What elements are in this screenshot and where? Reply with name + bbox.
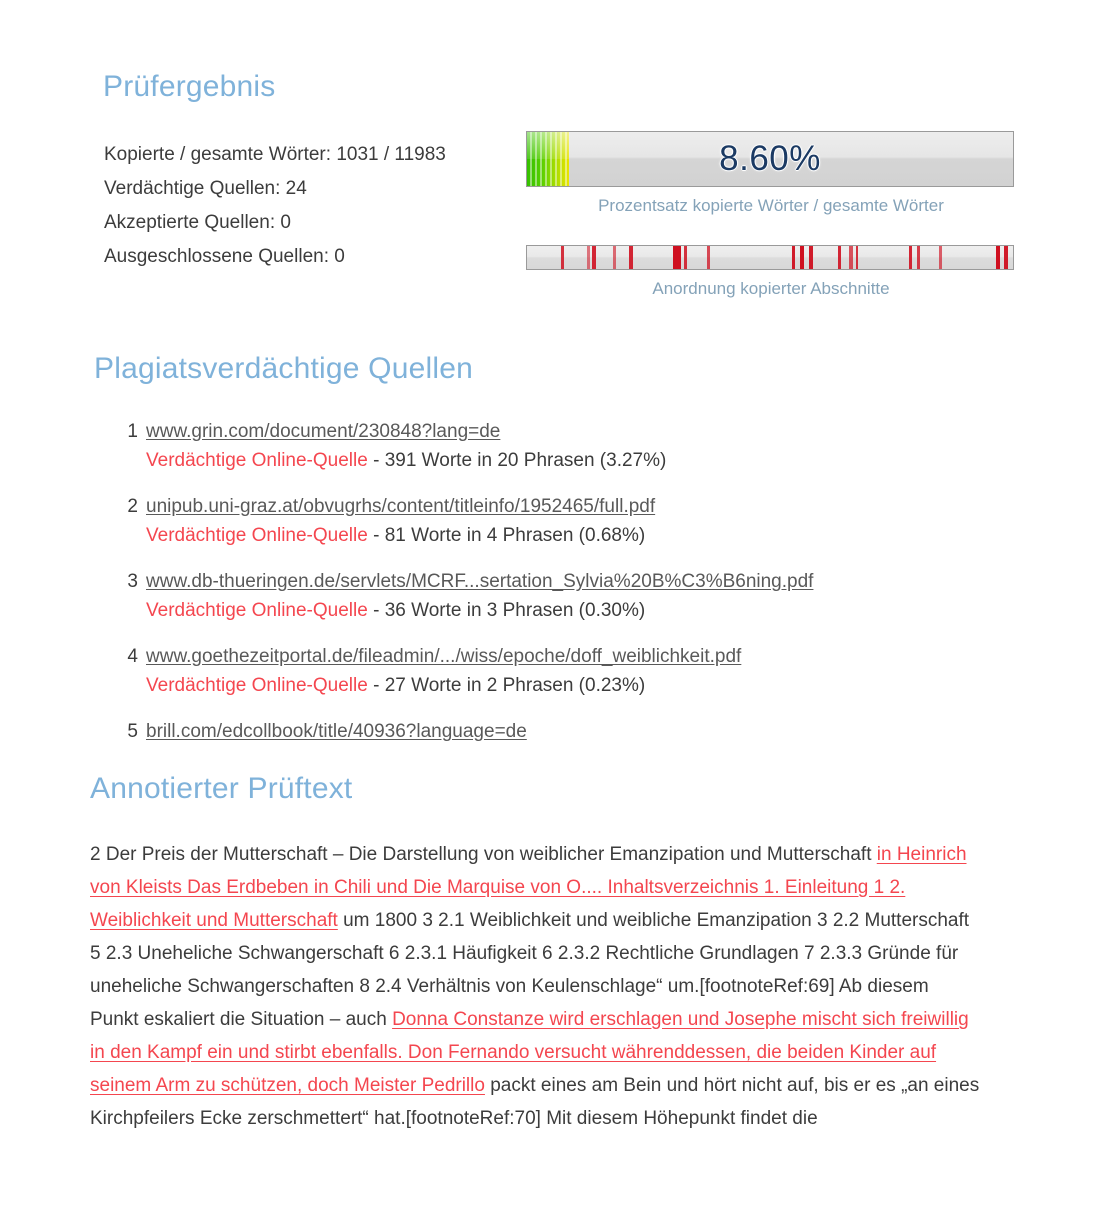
page-title: Prüfergebnis: [103, 70, 276, 103]
source-entry: [118, 643, 998, 701]
stat-accepted-sources: Akzeptierte Quellen: 0: [104, 212, 291, 233]
copied-section-mark: [909, 246, 912, 269]
source-url-link[interactable]: unipub.uni-graz.at/obvugrhs/content/titleinfo/1952465/full.pdf: [146, 496, 656, 517]
percentage-gauge-block: [526, 131, 1016, 216]
source-kind-label: Verdächtige Online-Quelle: [146, 675, 368, 696]
plain-text-segment: 2 Der Preis der Mutterschaft – Die Darstellung von weiblicher Emanzipation und Mutterschaft: [90, 844, 877, 865]
percentage-gauge: [526, 131, 1014, 187]
source-kind-label: Verdächtige Online-Quelle: [146, 525, 368, 546]
copied-section-mark: [849, 246, 853, 269]
source-meta: [146, 671, 998, 701]
plain-text-segment: packt eines am Bein und hört nicht auf, bis er es „an eines Kirchpfeilers Ecke zerschmettert“ hat.[footnoteRef:70] Mit diesem Höhepunkt findet die: [90, 1075, 980, 1129]
plain-text-segment: um 1800 3 2.1 Weiblichkeit und weibliche Emanzipation 3 2.2 Mutterschaft 5 2.3 Uneheliche Schwangerschaft 6 2.3.1 Häufigkeit 6 2.3.2 Rechtliche Grundlagen 7 2.3.3 Gründe für uneheliche Schwangerschaften 8 2.4 Verhältnis von Keulenschlage“ um.[footnoteRef:69] Ab diesem Punkt eskaliert die Situation – auch: [90, 910, 970, 1030]
copied-section-mark: [613, 246, 616, 269]
source-entry: [118, 718, 998, 746]
stat-copied-total-words: Kopierte / gesamte Wörter: 1031 / 11983: [104, 144, 446, 165]
source-index: 2: [127, 496, 138, 517]
stat-excluded-sources: Ausgeschlossene Quellen: 0: [104, 246, 345, 267]
copied-section-mark: [792, 246, 795, 269]
source-body: [146, 418, 998, 476]
source-url-link[interactable]: www.db-thueringen.de/servlets/MCRF...sertation_Sylvia%20B%C3%B6ning.pdf: [146, 571, 814, 592]
copied-section-mark: [856, 246, 859, 269]
source-match-detail: - 36 Worte in 3 Phrasen (0.30%): [367, 600, 646, 621]
source-meta: [146, 521, 998, 551]
source-kind-label: Verdächtige Online-Quelle: [146, 450, 368, 471]
copied-section-mark: [917, 246, 920, 269]
source-index: 5: [127, 721, 138, 742]
copied-section-mark: [939, 246, 942, 269]
gauge-percentage-value: 8.60%: [719, 139, 821, 178]
copied-section-mark: [996, 246, 1000, 269]
copied-section-mark: [838, 246, 841, 269]
source-body: [146, 643, 998, 701]
source-entry: [118, 568, 998, 626]
source-body: [146, 493, 998, 551]
strip-caption: Anordnung kopierter Abschnitte: [652, 279, 890, 298]
source-url-link[interactable]: www.goethezeitportal.de/fileadmin/.../wiss/epoche/doff_weiblichkeit.pdf: [146, 646, 742, 667]
annotated-text-body: [90, 838, 980, 1135]
source-match-detail: - 81 Worte in 4 Phrasen (0.68%): [367, 525, 646, 546]
annotated-text-section-title: Annotierter Prüftext: [90, 772, 353, 805]
stat-suspicious-sources: Verdächtige Quellen: 24: [104, 178, 307, 199]
source-kind-label: Verdächtige Online-Quelle: [146, 600, 368, 621]
source-match-detail: - 27 Worte in 2 Phrasen (0.23%): [367, 675, 646, 696]
copied-section-mark: [561, 246, 564, 269]
distribution-strip-block: [526, 245, 1016, 299]
source-body: [146, 568, 998, 626]
source-url-link[interactable]: brill.com/edcollbook/title/40936?language=de: [146, 721, 527, 742]
source-match-detail: - 391 Worte in 20 Phrasen (3.27%): [367, 450, 667, 471]
gauge-caption: Prozentsatz kopierte Wörter / gesamte Wörter: [598, 196, 944, 215]
copied-sections-strip: [526, 245, 1014, 270]
plagiarism-highlight: in Heinrich von Kleists Das Erdbeben in Chili und Die Marquise von O.... Inhaltsverzeichnis 1. Einleitung 1 2. Weiblichkeit und Mutterschaft: [90, 844, 967, 931]
copied-section-mark: [684, 246, 687, 269]
source-index: 3: [127, 571, 138, 592]
copied-section-mark: [809, 246, 813, 269]
source-index: 1: [127, 421, 138, 442]
source-url-link[interactable]: www.grin.com/document/230848?lang=de: [146, 421, 501, 442]
source-meta: [146, 596, 998, 626]
suspicious-sources-list: [118, 418, 998, 763]
summary-stats: [104, 138, 446, 274]
source-meta: [146, 446, 998, 476]
source-index: 4: [127, 646, 138, 667]
source-entry: [118, 418, 998, 476]
plagiarism-highlight: Donna Constanze wird erschlagen und Josephe mischt sich freiwillig in den Kampf ein und stirbt ebenfalls. Don Fernando versucht währenddessen, die beiden Kinder auf seinem Arm zu schützen, doch Meister Pedrillo: [90, 1009, 969, 1096]
copied-section-mark: [587, 246, 590, 269]
copied-section-mark: [629, 246, 633, 269]
copied-section-mark: [707, 246, 710, 269]
source-entry: [118, 493, 998, 551]
copied-section-mark: [1004, 246, 1008, 269]
copied-section-mark: [592, 246, 596, 269]
sources-section-title: Plagiatsverdächtige Quellen: [94, 352, 473, 385]
copied-section-mark: [673, 246, 681, 269]
copied-section-mark: [800, 246, 804, 269]
source-body: [146, 718, 998, 746]
